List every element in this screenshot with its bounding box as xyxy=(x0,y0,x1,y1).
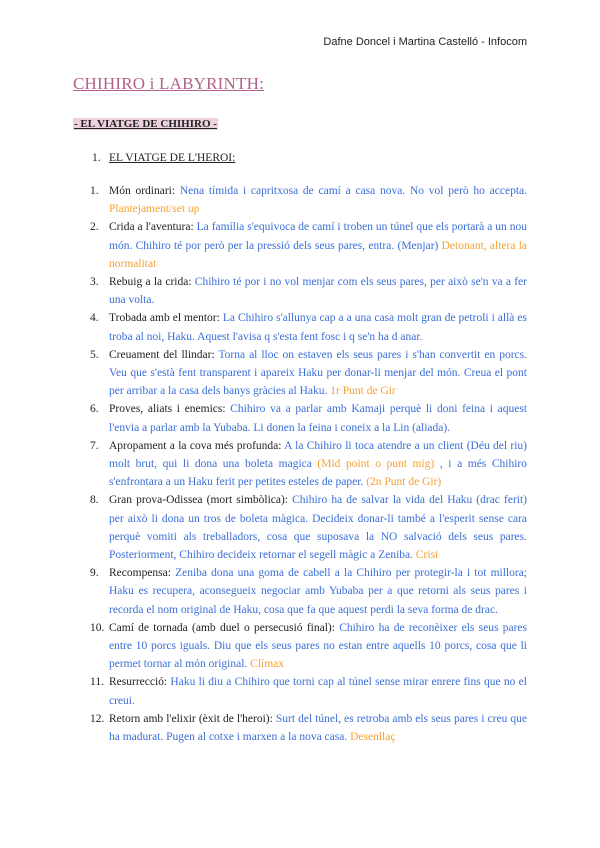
item-description: Zeniba dona una goma de cabell a la Chihiro per protegir-la i tot millora; Haku es recupera, aconsegueix negociar amb Yubaba per a que retorni als seus pares i recorda el nom original de Haku, cosa que fa que aquest perdi la seva forma de drac. xyxy=(109,567,527,616)
item-note-2: (2n Punt de Gir) xyxy=(366,476,442,489)
item-label: Retorn amb l'elixir (èxit de l'heroi): xyxy=(109,712,276,725)
item-description: Nena tímida i capritxosa de camí a casa nova. No vol però ho accepta. xyxy=(179,185,528,197)
item-number: 9. xyxy=(90,567,99,580)
item-label: Apropament a la cova més profunda: xyxy=(109,439,285,452)
list-item xyxy=(0,619,527,674)
item-label: Crida a l'aventura: xyxy=(109,221,197,234)
item-note: Plantejament/set up xyxy=(109,203,200,216)
list-item xyxy=(0,218,527,273)
item-description: Surt del túnel, es retroba amb els seus pares i creu que ha madurat. Pugen al cotxe i marxen a la nova casa. xyxy=(109,712,527,744)
item-note: Clímax xyxy=(250,658,285,671)
list-item xyxy=(0,673,527,709)
section-heading-label: EL VIATGE DE L'HEROI: xyxy=(109,152,236,164)
item-label: Món ordinari: xyxy=(109,185,180,197)
item-description-2: , i a més Chihiro s'enfrontara a un Haku ferit per petites esteles de paper. xyxy=(109,458,527,489)
item-note: Detonant, altera la normalitat xyxy=(109,239,527,270)
item-label: Resurrecció: xyxy=(109,676,171,689)
item-number: 3. xyxy=(90,276,99,289)
item-note: 1r Punt de Gir xyxy=(330,385,396,398)
item-number: 1. xyxy=(90,185,99,197)
item-number: 6. xyxy=(90,403,99,416)
item-description: Chihiro ha de reconèixer els seus pares entre 10 porcs iguals. Diu que els seus pares no estan entre aquells 10 porcs, cosa que li permet tornar al món original. xyxy=(109,621,527,671)
item-label: Recompensa: xyxy=(109,567,176,580)
list-item xyxy=(0,182,527,218)
hero-journey-list xyxy=(0,182,600,746)
list-item xyxy=(0,564,527,619)
item-description: A la Chihiro li toca atendre a un client (Déu del riu) molt brut, qui li dona una boleta magica xyxy=(109,439,527,471)
list-item xyxy=(0,710,527,746)
item-label: Gran prova-Odissea (mort simbòlica): xyxy=(109,494,293,507)
item-description: La família s'equivoca de camí i troben un túnel que els portarà a un nou món. Chihiro té por però per la pressió dels seus pares, entra. (Menjar) xyxy=(109,221,527,252)
item-note: (Mid point o punt mig) xyxy=(317,458,435,471)
item-number: 12. xyxy=(90,712,105,725)
document-title: CHIHIRO i LABYRINTH: xyxy=(73,74,264,93)
item-description: Chihiro va a parlar amb Kamaji perquè li doni feina i aquest l'envia a parlar amb la Yubaba. Li donen la feina i coneix a la Lin (aliada). xyxy=(109,403,527,434)
item-number: 8. xyxy=(90,494,99,507)
item-number: 4. xyxy=(90,312,99,325)
item-number: 7. xyxy=(90,439,99,452)
list-item xyxy=(0,309,527,345)
item-note: Crisi xyxy=(415,549,439,562)
item-note: Desenllaç xyxy=(350,731,396,744)
list-item xyxy=(0,491,527,564)
item-description: Chihiro té por i no vol menjar com els seus pares, per això se'n va a fer una volta. xyxy=(109,276,527,307)
item-description: Haku li diu a Chihiro que torni cap al túnel sense mirar enrere fins que no el creui. xyxy=(109,676,527,707)
list-item xyxy=(0,273,527,309)
page-header-authors: Dafne Doncel i Martina Castelló - Infocom xyxy=(323,36,527,48)
item-description: La Chihiro s'allunya cap a a una casa molt gran de petroli i allà es troba al noi, Haku. Aquest l'avisa q s'esta fent fosc i q se'n ha d anar. xyxy=(109,312,527,343)
item-number: 10. xyxy=(90,621,105,634)
list-item xyxy=(0,400,527,436)
item-number: 2. xyxy=(90,221,99,234)
item-number: 5. xyxy=(90,348,99,361)
item-description: Chihiro ha de salvar la vida del Haku (drac ferit) per això li dona un tros de boleta màgica. Decideix donar-li també a l'esperit sense cara perquè vomiti als treballadors, cosa que suposava la NO salvació dels seus pares. Posteriorment, Chihiro decideix retornar el segell màgic a Zeniba. xyxy=(109,494,527,562)
item-description: Torna al lloc on estaven els seus pares i s'han convertit en porcs. Veu que s'està fent transparent i apareix Haku per donar-li menjar del món. Creua el pont per arribar a la casa dels banys gràcies al Haku. xyxy=(109,348,527,398)
list-item xyxy=(0,346,527,401)
section-number: 1. xyxy=(92,152,101,164)
section-subtitle: - EL VIATGE DE CHIHIRO - xyxy=(74,118,217,130)
item-label: Camí de tornada (amb duel o persecusió final): xyxy=(109,621,340,634)
section-heading xyxy=(92,152,235,164)
item-label: Trobada amb el mentor: xyxy=(109,312,223,325)
item-label: Creuament del llindar: xyxy=(109,348,219,361)
list-item xyxy=(0,437,527,492)
item-number: 11. xyxy=(90,676,104,689)
item-label: Proves, aliats i enemics: xyxy=(109,403,231,416)
item-label: Rebuig a la crida: xyxy=(109,276,195,289)
